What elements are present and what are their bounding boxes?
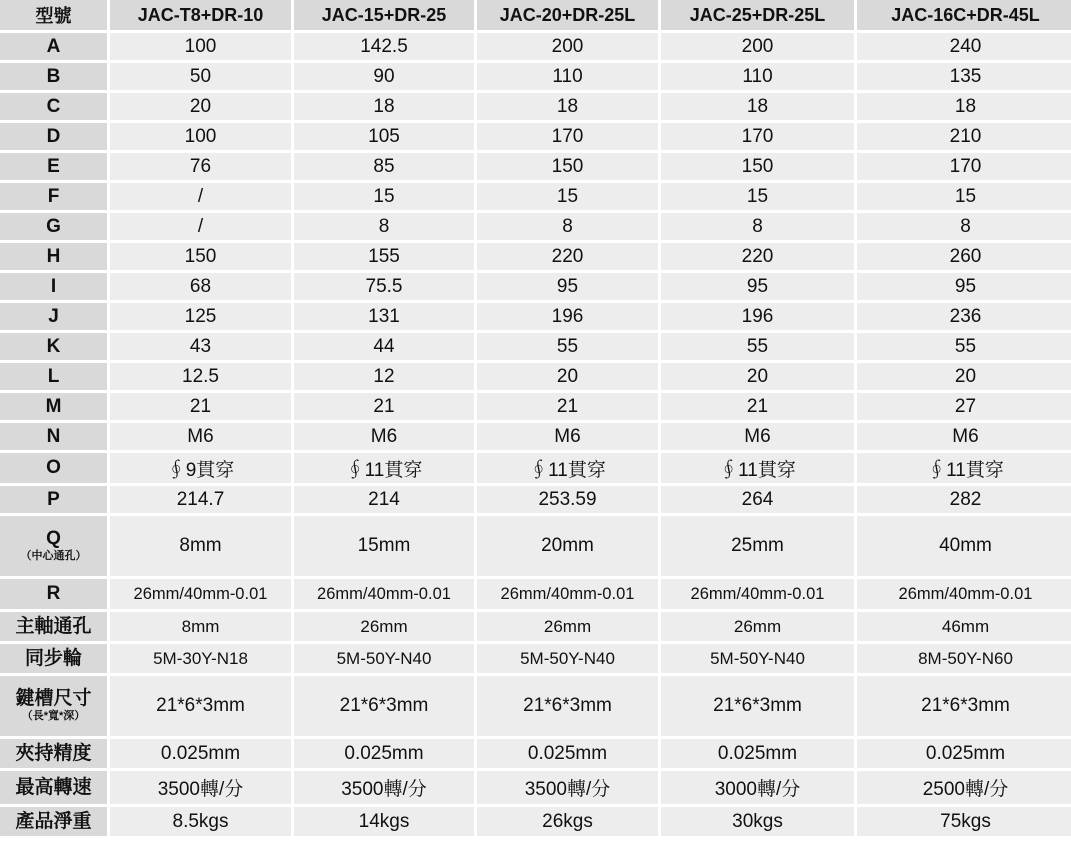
value-cell: 68 bbox=[110, 273, 291, 300]
value-cell: M6 bbox=[857, 423, 1071, 450]
value-cell: 26kgs bbox=[477, 807, 658, 836]
value-cell: 76 bbox=[110, 153, 291, 180]
row-label-cell bbox=[0, 333, 107, 360]
value-cell: 3000轉/分 bbox=[661, 771, 854, 804]
row-label-cell bbox=[0, 123, 107, 150]
value-cell: 131 bbox=[294, 303, 474, 330]
value-cell: 43 bbox=[110, 333, 291, 360]
value-cell: 150 bbox=[477, 153, 658, 180]
table-row bbox=[0, 93, 1071, 120]
table-row bbox=[0, 579, 1071, 609]
row-label: K bbox=[46, 335, 61, 357]
row-label: N bbox=[46, 425, 61, 447]
value-cell: 0.025mm bbox=[110, 739, 291, 768]
value-cell: ∮11貫穿 bbox=[294, 453, 474, 483]
value-cell: ∮11貫穿 bbox=[661, 453, 854, 483]
row-label: 夾持精度 bbox=[15, 742, 92, 764]
value-cell: 21*6*3mm bbox=[477, 676, 658, 736]
value-cell: 21*6*3mm bbox=[857, 676, 1071, 736]
value-cell: 3500轉/分 bbox=[110, 771, 291, 804]
value-cell: 220 bbox=[477, 243, 658, 270]
value-cell: 26mm/40mm-0.01 bbox=[661, 579, 854, 609]
value-cell: 27 bbox=[857, 393, 1071, 420]
table-row bbox=[0, 333, 1071, 360]
value-cell: 21 bbox=[661, 393, 854, 420]
row-label-cell bbox=[0, 243, 107, 270]
row-label: E bbox=[47, 155, 60, 177]
value-cell: 2500轉/分 bbox=[857, 771, 1071, 804]
value-cell: 0.025mm bbox=[857, 739, 1071, 768]
value-cell: 0.025mm bbox=[661, 739, 854, 768]
model-column-header: JAC-T8+DR-10 bbox=[110, 0, 291, 30]
value-cell: 8 bbox=[477, 213, 658, 240]
table-row bbox=[0, 516, 1071, 576]
value-cell: 21 bbox=[110, 393, 291, 420]
value-cell: 3500轉/分 bbox=[477, 771, 658, 804]
row-label: Q bbox=[46, 528, 61, 550]
value-cell: 26mm/40mm-0.01 bbox=[477, 579, 658, 609]
value-cell: M6 bbox=[661, 423, 854, 450]
value-cell: 240 bbox=[857, 33, 1071, 60]
table-row bbox=[0, 273, 1071, 300]
value-cell: 26mm bbox=[477, 612, 658, 641]
value-cell: 214 bbox=[294, 486, 474, 513]
value-cell: 142.5 bbox=[294, 33, 474, 60]
value-cell: 5M-50Y-N40 bbox=[661, 644, 854, 673]
value-cell: 15 bbox=[857, 183, 1071, 210]
value-cell: 85 bbox=[294, 153, 474, 180]
value-cell: 214.7 bbox=[110, 486, 291, 513]
value-cell: 3500轉/分 bbox=[294, 771, 474, 804]
value-cell: 105 bbox=[294, 123, 474, 150]
value-cell: 100 bbox=[110, 123, 291, 150]
value-cell: 14kgs bbox=[294, 807, 474, 836]
row-label-cell bbox=[0, 423, 107, 450]
value-cell: 18 bbox=[857, 93, 1071, 120]
value-cell: 46mm bbox=[857, 612, 1071, 641]
row-label: R bbox=[46, 583, 61, 605]
value-cell: 282 bbox=[857, 486, 1071, 513]
row-label-cell bbox=[0, 676, 107, 736]
table-row bbox=[0, 771, 1071, 804]
model-column-header: JAC-20+DR-25L bbox=[477, 0, 658, 30]
value-cell: 220 bbox=[661, 243, 854, 270]
value-cell: 12.5 bbox=[110, 363, 291, 390]
row-label: I bbox=[50, 275, 57, 297]
row-label-cell bbox=[0, 771, 107, 804]
table-row bbox=[0, 243, 1071, 270]
table-row bbox=[0, 739, 1071, 768]
header-row bbox=[0, 0, 1071, 30]
value-cell: 150 bbox=[661, 153, 854, 180]
value-cell: 264 bbox=[661, 486, 854, 513]
value-cell: / bbox=[110, 183, 291, 210]
value-cell: 5M-30Y-N18 bbox=[110, 644, 291, 673]
table-row bbox=[0, 393, 1071, 420]
value-cell: M6 bbox=[110, 423, 291, 450]
value-cell: 26mm/40mm-0.01 bbox=[294, 579, 474, 609]
row-label: P bbox=[47, 488, 60, 510]
value-cell: 18 bbox=[294, 93, 474, 120]
value-cell: 90 bbox=[294, 63, 474, 90]
table-row bbox=[0, 63, 1071, 90]
row-label-cell bbox=[0, 183, 107, 210]
value-cell: 21 bbox=[477, 393, 658, 420]
value-cell: 20mm bbox=[477, 516, 658, 576]
value-cell: 21*6*3mm bbox=[110, 676, 291, 736]
value-cell: 170 bbox=[661, 123, 854, 150]
value-cell: 20 bbox=[110, 93, 291, 120]
value-cell: 110 bbox=[477, 63, 658, 90]
model-column-header: JAC-25+DR-25L bbox=[661, 0, 854, 30]
row-label-cell bbox=[0, 273, 107, 300]
value-cell: 18 bbox=[477, 93, 658, 120]
value-cell: 210 bbox=[857, 123, 1071, 150]
table-row bbox=[0, 183, 1071, 210]
value-cell: 15 bbox=[294, 183, 474, 210]
table-row bbox=[0, 676, 1071, 736]
value-cell: / bbox=[110, 213, 291, 240]
value-cell: 75kgs bbox=[857, 807, 1071, 836]
value-cell: 21*6*3mm bbox=[661, 676, 854, 736]
value-cell: 30kgs bbox=[661, 807, 854, 836]
value-cell: 95 bbox=[661, 273, 854, 300]
row-label: O bbox=[46, 457, 61, 479]
row-label-cell bbox=[0, 393, 107, 420]
value-cell: 18 bbox=[661, 93, 854, 120]
value-cell: M6 bbox=[477, 423, 658, 450]
value-cell: 44 bbox=[294, 333, 474, 360]
value-cell: 26mm bbox=[661, 612, 854, 641]
table-row bbox=[0, 644, 1071, 673]
table-row bbox=[0, 33, 1071, 60]
value-cell: 200 bbox=[661, 33, 854, 60]
value-cell: 5M-50Y-N40 bbox=[294, 644, 474, 673]
row-label: 最高轉速 bbox=[15, 776, 92, 798]
value-cell: 20 bbox=[661, 363, 854, 390]
value-cell: 55 bbox=[661, 333, 854, 360]
table-row bbox=[0, 303, 1071, 330]
value-cell: 0.025mm bbox=[477, 739, 658, 768]
value-cell: 196 bbox=[661, 303, 854, 330]
value-cell: 20 bbox=[857, 363, 1071, 390]
row-label: J bbox=[48, 305, 59, 327]
value-cell: 8M-50Y-N60 bbox=[857, 644, 1071, 673]
value-cell: 8.5kgs bbox=[110, 807, 291, 836]
value-cell: 236 bbox=[857, 303, 1071, 330]
value-cell: 75.5 bbox=[294, 273, 474, 300]
model-column-header: JAC-16C+DR-45L bbox=[857, 0, 1071, 30]
value-cell: 8mm bbox=[110, 516, 291, 576]
row-label: D bbox=[46, 125, 61, 147]
row-sublabel: （長*寬*深） bbox=[21, 710, 86, 723]
row-label-cell bbox=[0, 93, 107, 120]
row-label-cell bbox=[0, 612, 107, 641]
value-cell: 150 bbox=[110, 243, 291, 270]
value-cell: 95 bbox=[477, 273, 658, 300]
row-label: 同步輪 bbox=[24, 647, 82, 669]
row-label-cell bbox=[0, 363, 107, 390]
table-row bbox=[0, 423, 1071, 450]
table-row bbox=[0, 807, 1071, 836]
value-cell: 8mm bbox=[110, 612, 291, 641]
row-label-cell bbox=[0, 807, 107, 836]
value-cell: 15 bbox=[661, 183, 854, 210]
row-label-cell bbox=[0, 453, 107, 483]
value-cell: 196 bbox=[477, 303, 658, 330]
value-cell: 40mm bbox=[857, 516, 1071, 576]
table-header bbox=[0, 0, 1071, 30]
row-label-cell bbox=[0, 63, 107, 90]
row-label-cell bbox=[0, 486, 107, 513]
table-row bbox=[0, 213, 1071, 240]
row-label-cell bbox=[0, 739, 107, 768]
value-cell: 21*6*3mm bbox=[294, 676, 474, 736]
value-cell: 170 bbox=[857, 153, 1071, 180]
value-cell: 8 bbox=[294, 213, 474, 240]
table-row bbox=[0, 486, 1071, 513]
row-label-cell bbox=[0, 213, 107, 240]
row-label: 產品淨重 bbox=[15, 810, 92, 832]
value-cell: 95 bbox=[857, 273, 1071, 300]
value-cell: 200 bbox=[477, 33, 658, 60]
value-cell: 125 bbox=[110, 303, 291, 330]
value-cell: 155 bbox=[294, 243, 474, 270]
value-cell: 55 bbox=[857, 333, 1071, 360]
value-cell: ∮11貫穿 bbox=[857, 453, 1071, 483]
value-cell: 15mm bbox=[294, 516, 474, 576]
row-label-cell bbox=[0, 303, 107, 330]
row-label: H bbox=[46, 245, 61, 267]
value-cell: 253.59 bbox=[477, 486, 658, 513]
row-label: 主軸通孔 bbox=[15, 615, 92, 637]
value-cell: 26mm/40mm-0.01 bbox=[110, 579, 291, 609]
value-cell: 15 bbox=[477, 183, 658, 210]
value-cell: 20 bbox=[477, 363, 658, 390]
value-cell: 50 bbox=[110, 63, 291, 90]
table-row bbox=[0, 453, 1071, 483]
value-cell: 26mm bbox=[294, 612, 474, 641]
value-cell: 55 bbox=[477, 333, 658, 360]
value-cell: 25mm bbox=[661, 516, 854, 576]
value-cell: 0.025mm bbox=[294, 739, 474, 768]
row-label: C bbox=[46, 95, 61, 117]
row-label-cell bbox=[0, 33, 107, 60]
row-sublabel: （中心通孔） bbox=[20, 550, 87, 563]
value-cell: ∮9貫穿 bbox=[110, 453, 291, 483]
value-cell: 21 bbox=[294, 393, 474, 420]
row-label-cell bbox=[0, 644, 107, 673]
row-label-cell bbox=[0, 516, 107, 576]
row-label-cell bbox=[0, 579, 107, 609]
model-column-header: JAC-15+DR-25 bbox=[294, 0, 474, 30]
row-label: F bbox=[47, 185, 60, 207]
value-cell: 8 bbox=[661, 213, 854, 240]
value-cell: 26mm/40mm-0.01 bbox=[857, 579, 1071, 609]
row-label: 鍵槽尺寸 bbox=[15, 688, 92, 710]
row-label-cell bbox=[0, 153, 107, 180]
value-cell: 12 bbox=[294, 363, 474, 390]
table-row bbox=[0, 612, 1071, 641]
row-label: M bbox=[45, 395, 62, 417]
row-label: B bbox=[46, 65, 61, 87]
value-cell: 135 bbox=[857, 63, 1071, 90]
value-cell: 8 bbox=[857, 213, 1071, 240]
value-cell: ∮11貫穿 bbox=[477, 453, 658, 483]
table-row bbox=[0, 153, 1071, 180]
value-cell: M6 bbox=[294, 423, 474, 450]
row-label: L bbox=[47, 365, 60, 387]
value-cell: 5M-50Y-N40 bbox=[477, 644, 658, 673]
value-cell: 100 bbox=[110, 33, 291, 60]
model-label-header: 型號 bbox=[0, 0, 107, 30]
value-cell: 260 bbox=[857, 243, 1071, 270]
table-row bbox=[0, 123, 1071, 150]
value-cell: 170 bbox=[477, 123, 658, 150]
row-label: A bbox=[46, 35, 61, 57]
row-label: G bbox=[46, 215, 61, 237]
table-row bbox=[0, 363, 1071, 390]
value-cell: 110 bbox=[661, 63, 854, 90]
table-body bbox=[0, 33, 1071, 836]
